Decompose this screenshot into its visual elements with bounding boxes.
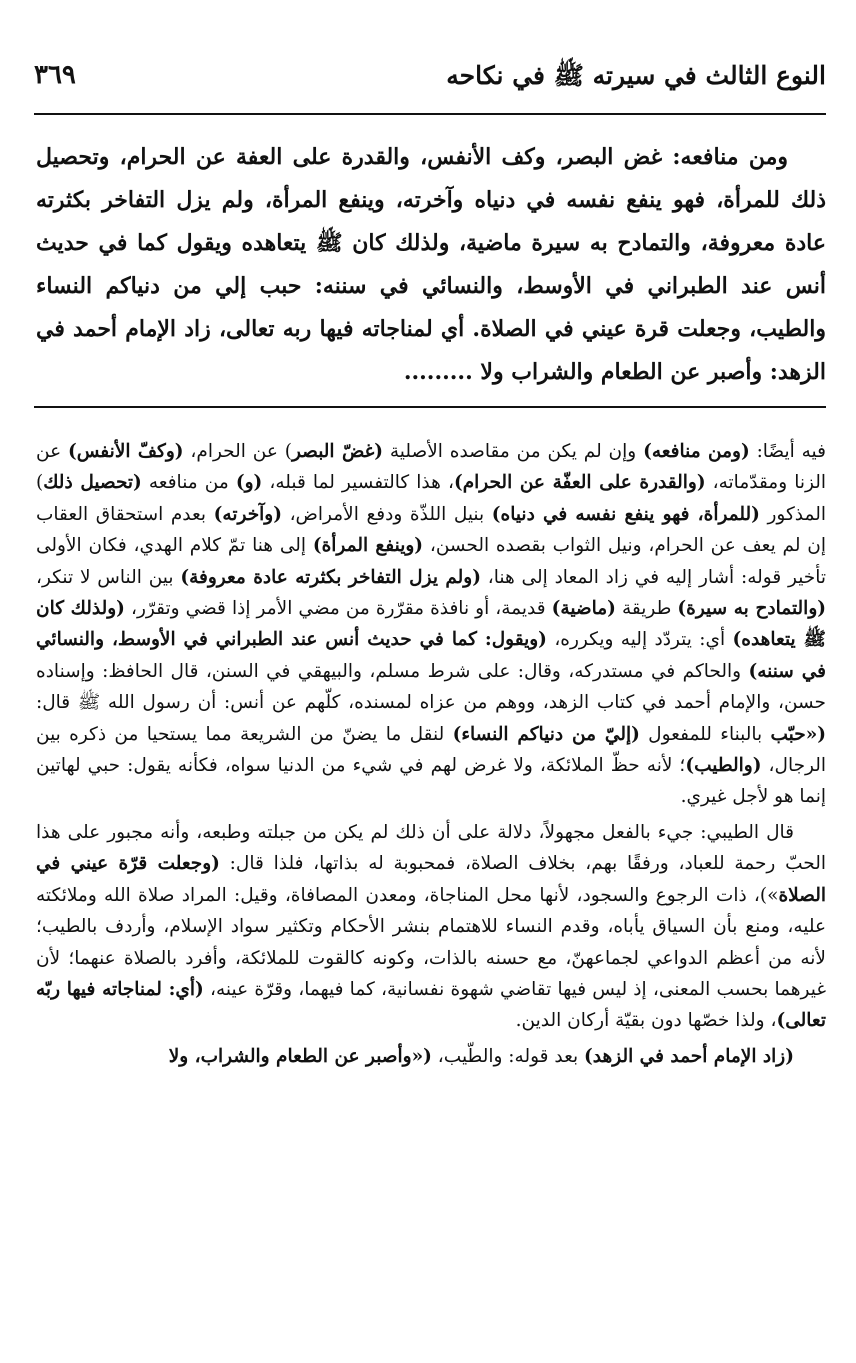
- page-number: ٣٦٩: [34, 60, 76, 90]
- quoted-main-text: (ماضية): [551, 598, 616, 620]
- commentary-text: عن الزنا ومقدّماته،: [36, 441, 826, 494]
- commentary-text: ) المذكور: [36, 472, 826, 525]
- quoted-main-text: (غضّ البصر: [291, 441, 384, 462]
- quoted-main-text: (أي: لمناجاته فيها ربّه تعالى): [36, 978, 826, 1032]
- commentary-text: والحاكم في مستدركه، وقال: على شرط مسلم، والبيهقي في السنن، قال الحافظ: وإسناده حسن، والإمام أحمد في كتاب الزهد، ووهم من عزاه لمسنده، كلّهم عن أنس: أن رسول الله ﷺ قال:: [36, 660, 826, 714]
- quoted-main-text: (والطيب): [685, 755, 762, 777]
- commentary-text: بالبناء للمفعول: [639, 723, 771, 745]
- main-text: [36, 136, 826, 394]
- commentary-text: أي: يتردّد إليه ويكرره،: [546, 629, 733, 651]
- running-header: [34, 60, 826, 106]
- quoted-main-text: (وكفّ الأنفس): [67, 441, 184, 462]
- quoted-main-text: (ولم يزل التفاخر بكثرته عادة معروفة): [180, 566, 481, 588]
- commentary-paragraph: [36, 436, 826, 813]
- commentary-text: بعدم استحقاق العقاب إن لم يعف عن الحرام، ونيل الثواب بقصده الحسن،: [36, 503, 826, 557]
- commentary-text: لنقل ما يضنّ من الشريعة مما يستحيا من ذكره بين الرجال،: [36, 723, 827, 777]
- quoted-main-text: («وأصبر عن الطعام والشراب، ولا: [168, 1045, 432, 1067]
- quoted-main-text: (ولذلك كان ﷺ يتعاهده): [36, 598, 826, 651]
- quoted-main-text: (وينفع المرأة): [312, 535, 424, 557]
- running-title: النوع الثالث في سيرته ﷺ في نكاحه: [446, 61, 826, 90]
- commentary-divider: [34, 406, 826, 408]
- quoted-main-text: («حبّب: [770, 723, 827, 745]
- quoted-main-text: (زاد الإمام أحمد في الزهد): [584, 1045, 794, 1067]
- commentary-text: ) عن الحرام،: [183, 441, 292, 462]
- commentary-paragraph: [36, 1041, 826, 1072]
- header-rule: [34, 113, 826, 115]
- quoted-main-text: (وجعلت قرّة عيني في الصلاة: [36, 853, 826, 906]
- commentary-text: ، ولذا خصّها دون بقيّة أركان الدين.: [515, 1010, 777, 1032]
- commentary-text: بنيل اللذّة ودفع الأمراض،: [281, 503, 492, 525]
- commentary-paragraph: [36, 817, 826, 1037]
- quoted-main-text: (للمرأة، فهو ينفع نفسه في دنياه): [491, 503, 760, 525]
- commentary: [36, 436, 826, 1072]
- quoted-main-text: (ومن منافعه): [643, 441, 750, 462]
- commentary-text: فيه أيضًا:: [749, 441, 826, 462]
- quoted-main-text: (تحصيل ذلك: [43, 472, 142, 494]
- commentary-text: قديمة، أو نافذة مقرّرة من مضي الأمر إذا قضي وتقرّر،: [124, 598, 552, 620]
- commentary-text: من منافعه: [141, 472, 236, 494]
- commentary-text: ، هذا كالتفسير لما قبله،: [262, 472, 454, 494]
- quoted-main-text: (إليّ من دنياكم النساء): [452, 723, 640, 745]
- quoted-main-text: (ويقول: كما في حديث أنس عند الطبراني في الأوسط، والنسائي في سننه): [36, 629, 827, 682]
- quoted-main-text: (والتمادح به سيرة): [677, 598, 827, 620]
- commentary-text: »)، ذات الرجوع والسجود، لأنها محل المناجاة، ومعدن المصافاة، وقيل: المراد صلاة الله وملائكته عليه، ومنع بأن السياق يأباه، وقدم النساء للاهتمام بنشر الأحكام وتكثير سواد الإسلام، وأردف بالطيب؛ لأنه من أعظم الدواعي لجماعهنّ، مع حسنه بالذات، وكونه كالقوت للملائكة، وأفرد بالصلاة عنهما؛ لأن غيرهما بحسب المعنى، إذ ليس فيها تقاضي شهوة نفسانية، كما فيهما، وقرّة عينه،: [36, 884, 827, 1000]
- commentary-text: بعد قوله: والطّيب،: [431, 1045, 585, 1067]
- commentary-text: طريقة: [615, 598, 678, 620]
- main-text-paragraph: ومن منافعه: غض البصر، وكف الأنفس، والقدرة على العفة عن الحرام، وتحصيل ذلك للمرأة، فهو ينفع نفسه في دنياه وآخرته، وينفع المرأة، ولم يزل التفاخر بكثرته عادة معروفة، والتمادح به سيرة ماضية، ولذلك كان ﷺ يتعاهده ويقول كما في حديث أنس عند الطبراني في الأوسط، والنسائي في سننه: حبب إلي من دنياكم النساء والطيب، وجعلت قرة عيني في الصلاة. أي لمناجاته فيها ربه تعالى، زاد الإمام أحمد في الزهد: وأصبر عن الطعام والشراب ولا .........: [36, 144, 826, 385]
- commentary-text: ؛ لأنه حظّ الملائكة، ولا غرض لهم في شيء من الدنيا سواه، فكأنه يقول: حبي لهاتين إنما هو لأجل غيري.: [36, 755, 826, 808]
- quoted-main-text: (و): [235, 472, 263, 494]
- commentary-text: إلى هنا تمّ كلام الهدي، فكان الأولى تأخير قوله: أشار إليه في زاد المعاد إلى هنا،: [36, 535, 827, 588]
- commentary-text: بين الناس لا تنكر،: [36, 566, 181, 588]
- commentary-text: قال الطيبي: جيء بالفعل مجهولاً، دلالة على أن ذلك لم يكن من جبلته وطبعه، وأنه مجبور على هذا الحبّ رحمة للعباد، ورفقًا بهم، بخلاف الصلاة، فمحبوبة له بذاتها، فلذا قال:: [36, 821, 826, 875]
- quoted-main-text: (والقدرة على العفّة عن الحرام): [453, 472, 706, 494]
- commentary-text: وإن لم يكن من مقاصده الأصلية: [383, 441, 644, 462]
- quoted-main-text: (وآخرته): [213, 503, 282, 525]
